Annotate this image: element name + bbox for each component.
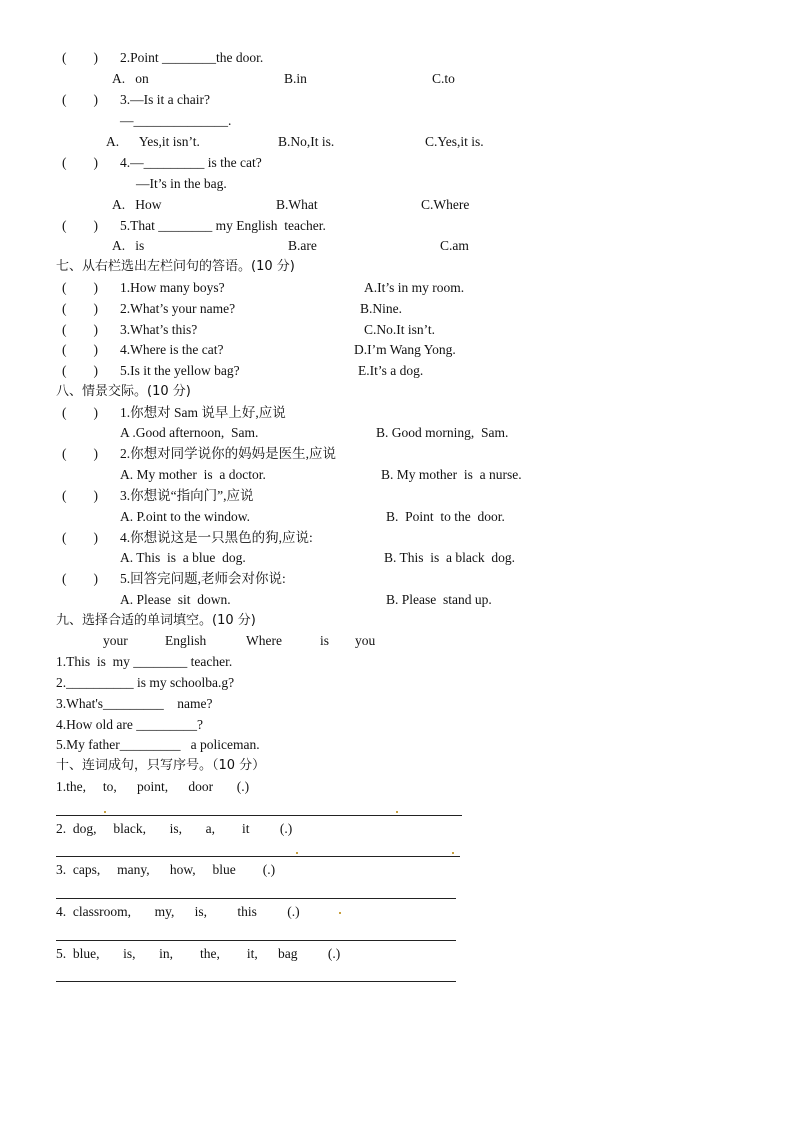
word-bank-item: Where [246,633,282,648]
answer-line[interactable] [56,981,456,982]
section-heading: 十、连词成句，只写序号。（10 分） [56,758,266,773]
answer-bracket[interactable]: ( ) [62,50,98,65]
option-a: A. My mother is a doctor. [120,467,266,482]
answer-bracket[interactable]: ( ) [62,322,98,337]
word-bank-item: your [103,633,128,648]
option-a: A .Good afternoon, Sam. [120,425,259,440]
answer-line[interactable] [56,815,462,816]
answer-option: D.I’m Wang Yong. [354,342,456,357]
option-b: B.are [288,238,317,253]
word-bank-item: English [165,633,207,648]
word-order-item: 3. caps, many, how, blue (.) [56,862,276,877]
stray-mark [104,811,106,813]
option-a: A. How [112,197,162,212]
answer-bracket[interactable]: ( ) [62,405,98,420]
option-b: B.No,It is. [278,134,335,149]
section-heading: 七、从右栏选出左栏问句的答语。(10 分) [56,259,295,274]
stray-mark [339,912,341,914]
stray-mark [452,852,454,854]
word-order-item: 4. classroom, my, is, this (.) [56,904,300,919]
response-line: —It’s in the bag. [136,176,227,191]
question-text: 3.What’s this? [120,322,198,337]
option-c: C.Yes,it is. [425,134,484,149]
option-b: B. Please stand up. [386,592,492,607]
answer-bracket[interactable]: ( ) [62,280,98,295]
question-text: 3.你想说“指向门”,应说 [120,488,254,503]
answer-option: E.It’s a dog. [358,363,424,378]
question-stem: 5.That ________ my English teacher. [120,218,326,233]
answer-bracket[interactable]: ( ) [62,488,98,503]
fill-blank-item: 4.How old are _________? [56,717,203,732]
answer-option: B.Nine. [360,301,402,316]
option-a: A. This is a blue dog. [120,550,246,565]
question-text: 2.What’s your name? [120,301,236,316]
question-text: 4.Where is the cat? [120,342,224,357]
word-order-item: 5. blue, is, in, the, it, bag (.) [56,946,341,961]
answer-bracket[interactable]: ( ) [62,342,98,357]
option-c: C.am [440,238,469,253]
word-bank-item: you [355,633,376,648]
answer-option: C.No.It isn’t. [364,322,436,337]
question-stem: 3.—Is it a chair? [120,92,210,107]
answer-bracket[interactable]: ( ) [62,530,98,545]
answer-line[interactable] [56,856,460,857]
answer-bracket[interactable]: ( ) [62,301,98,316]
fill-blank-item: 3.What's_________ name? [56,696,213,711]
option-b: B.What [276,197,318,212]
question-text: 5.回答完问题,老师会对你说: [120,571,286,586]
option-a: A. Yes,it isn’t. [106,134,200,149]
option-b: B. Good morning, Sam. [376,425,509,440]
answer-bracket[interactable]: ( ) [62,571,98,586]
answer-bracket[interactable]: ( ) [62,92,98,107]
option-b: B. Point to the door. [386,509,505,524]
fill-blank-item: 2.__________ is my schoolba.g? [56,675,235,690]
response-blank: —______________. [120,113,232,128]
word-order-item: 2. dog, black, is, a, it (.) [56,821,293,836]
section-heading: 九、选择合适的单词填空。(10 分) [56,613,256,628]
option-a: A. Please sit down. [120,592,231,607]
word-order-item: 1.the, to, point, door (.) [56,779,250,794]
question-text: 1.How many boys? [120,280,225,295]
option-b: B. This is a black dog. [384,550,515,565]
answer-line[interactable] [56,898,456,899]
question-text: 5.Is it the yellow bag? [120,363,240,378]
option-a: A. is [112,238,145,253]
answer-bracket[interactable]: ( ) [62,218,98,233]
option-b: B.in [284,71,307,86]
stray-mark [396,811,398,813]
option-c: C.to [432,71,455,86]
question-stem: 2.Point ________the door. [120,50,264,65]
question-text: 2.你想对同学说你的妈妈是医生,应说 [120,446,336,461]
word-bank-item: is [320,633,330,648]
question-text: 1.你想对 Sam 说早上好,应说 [120,405,286,420]
answer-option: A.It’s in my room. [364,280,465,295]
question-stem: 4.—_________ is the cat? [120,155,262,170]
answer-line[interactable] [56,940,456,941]
option-c: C.Where [421,197,470,212]
question-text: 4.你想说这是一只黑色的狗,应说: [120,530,313,545]
section-heading: 八、情景交际。(10 分) [56,384,191,399]
stray-mark [296,852,298,854]
option-a: A. P.oint to the window. [120,509,251,524]
option-b: B. My mother is a nurse. [381,467,522,482]
fill-blank-item: 1.This is my ________ teacher. [56,654,233,669]
answer-bracket[interactable]: ( ) [62,155,98,170]
answer-bracket[interactable]: ( ) [62,446,98,461]
option-a: A. on [112,71,149,86]
answer-bracket[interactable]: ( ) [62,363,98,378]
fill-blank-item: 5.My father_________ a policeman. [56,737,260,752]
